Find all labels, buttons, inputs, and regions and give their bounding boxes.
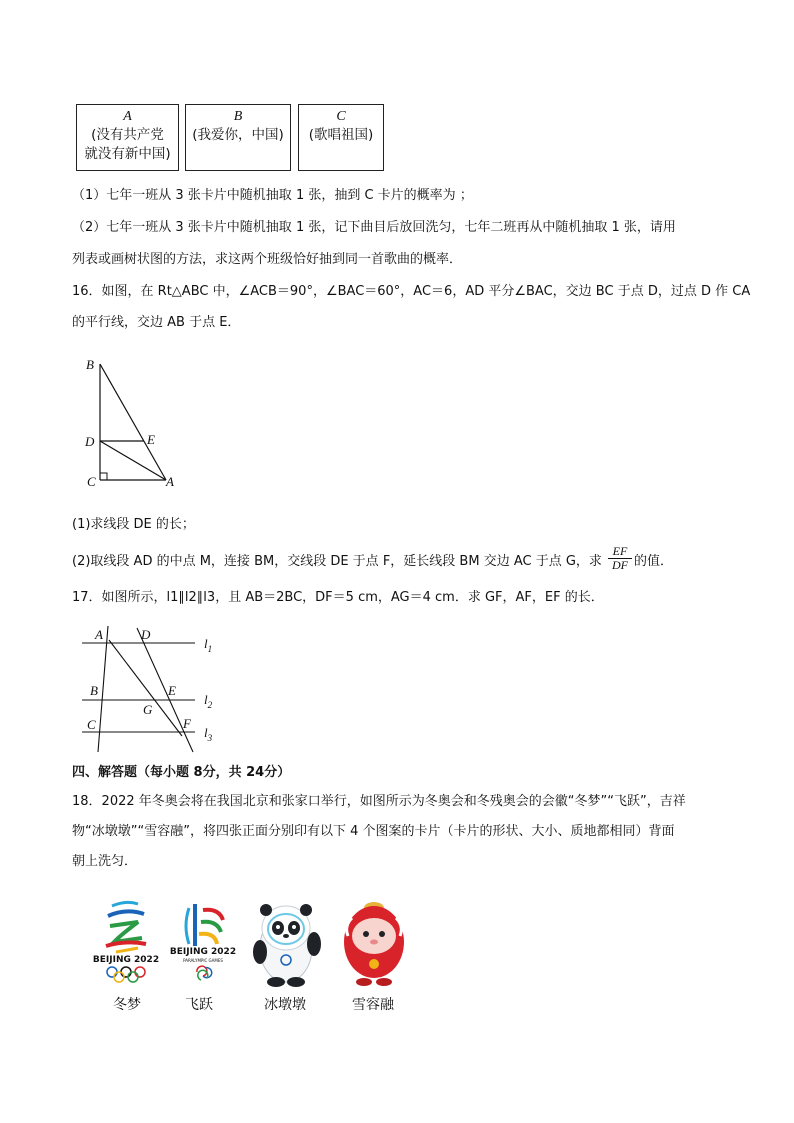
- q18-line1: 18．2022 年冬奥会将在我国北京和张家口举行，如图所示为冬奥会和冬残奥会的会徽“冬梦”“飞跃”，吉祥: [72, 794, 686, 809]
- transversal-df: [137, 628, 193, 752]
- segment-ba: [100, 364, 166, 480]
- q17-line1: 17．如图所示，l1∥l2∥l3，且 AB＝2BC，DF＝5 cm，AG＝4 cm．求 GF，AF，EF 的长．: [72, 590, 604, 605]
- q16-line2: 的平行线，交边 AB 于点 E．: [72, 315, 241, 330]
- caption-bing-dwen-dwen: 冰墩墩: [264, 997, 306, 1013]
- q16-sub2-end: 的值．: [634, 554, 674, 569]
- label-g: G: [143, 702, 153, 717]
- card-b: [185, 104, 291, 171]
- label-d: D: [85, 434, 95, 449]
- caption-shuey-rhon-rhon: 雪容融: [352, 997, 394, 1013]
- q18-line2: 物“冰墩墩”“雪容融”，将四张正面分别印有以下 4 个图案的卡片（卡片的形状、大小、质地都相同）背面: [72, 824, 675, 839]
- q16-fraction: [608, 545, 632, 572]
- q15-part2-line1: （2）七年一班从 3 张卡片中随机抽取 1 张，记下曲目后放回洗匀，七年二班再从中随机抽取 1 张，请用: [72, 220, 676, 235]
- caption-flying: 飞跃: [185, 997, 213, 1013]
- fraction-denominator: DF: [612, 558, 628, 572]
- q17-parallel-lines-figure: [80, 622, 230, 756]
- card-a: [76, 104, 179, 171]
- q15-part2-line2: 列表或画树状图的方法，求这两个班级恰好抽到同一首歌曲的概率．: [72, 252, 463, 267]
- card-a-line2: 就没有新中国): [84, 146, 171, 162]
- logo-text-2: BEIJING 2022: [169, 947, 237, 957]
- card-c-line1: (歌唱祖国): [308, 127, 374, 143]
- logo-text-1: BEIJING 2022: [92, 955, 160, 965]
- q16-sub2: (2)取线段 AD 的中点 M，连接 BM，交线段 DE 于点 F，延长线段 BM 交边 AC 于点 G，求: [72, 554, 602, 569]
- q16-triangle-figure: [80, 352, 190, 494]
- segment-da: [100, 441, 166, 480]
- shuey-rhon-rhon-image: [334, 896, 414, 988]
- card-c-letter: C: [336, 109, 346, 124]
- label-l1: $l_1$: [204, 636, 213, 654]
- label-a: A: [95, 627, 103, 642]
- label-e: E: [147, 432, 155, 447]
- label-c: C: [87, 474, 96, 489]
- label-b: B: [86, 357, 94, 372]
- flying-emblem: [165, 896, 241, 988]
- card-a-letter: A: [123, 109, 132, 124]
- label-b: B: [90, 683, 98, 698]
- caption-winter-dream: 冬梦: [113, 997, 141, 1013]
- logo-sub-2: PARALYMPIC GAMES: [183, 958, 223, 963]
- q16-line1: 16．如图，在 Rt△ABC 中，∠ACB＝90°，∠BAC＝60°，AC＝6，AD 平分∠BAC，交边 BC 于点 D，过点 D 作 CA: [72, 284, 751, 299]
- label-d: D: [141, 627, 151, 642]
- q18-line3: 朝上洗匀．: [72, 854, 138, 869]
- label-c: C: [87, 717, 96, 732]
- winter-dream-emblem: [90, 896, 162, 988]
- q15-part1: （1）七年一班从 3 张卡片中随机抽取 1 张，抽到 C 卡片的概率为 ；: [72, 188, 473, 203]
- right-angle-mark: [100, 473, 107, 480]
- label-l3: $l_3$: [204, 725, 213, 743]
- card-b-letter: B: [233, 109, 243, 124]
- card-b-line1: (我爱你，中国): [192, 127, 284, 143]
- section-four-heading: 四、解答题（每小题 8分，共 24分）: [72, 765, 291, 780]
- fraction-numerator: EF: [608, 545, 632, 559]
- transversal-ac: [98, 626, 108, 752]
- label-f: F: [183, 716, 191, 731]
- card-a-line1: (没有共产党: [91, 127, 164, 143]
- bing-dwen-dwen-image: [246, 896, 326, 988]
- label-a: A: [166, 474, 174, 489]
- label-e: E: [168, 683, 176, 698]
- card-c: [298, 104, 384, 171]
- q16-sub1: (1)求线段 DE 的长；: [72, 517, 195, 532]
- label-l2: $l_2$: [204, 692, 213, 710]
